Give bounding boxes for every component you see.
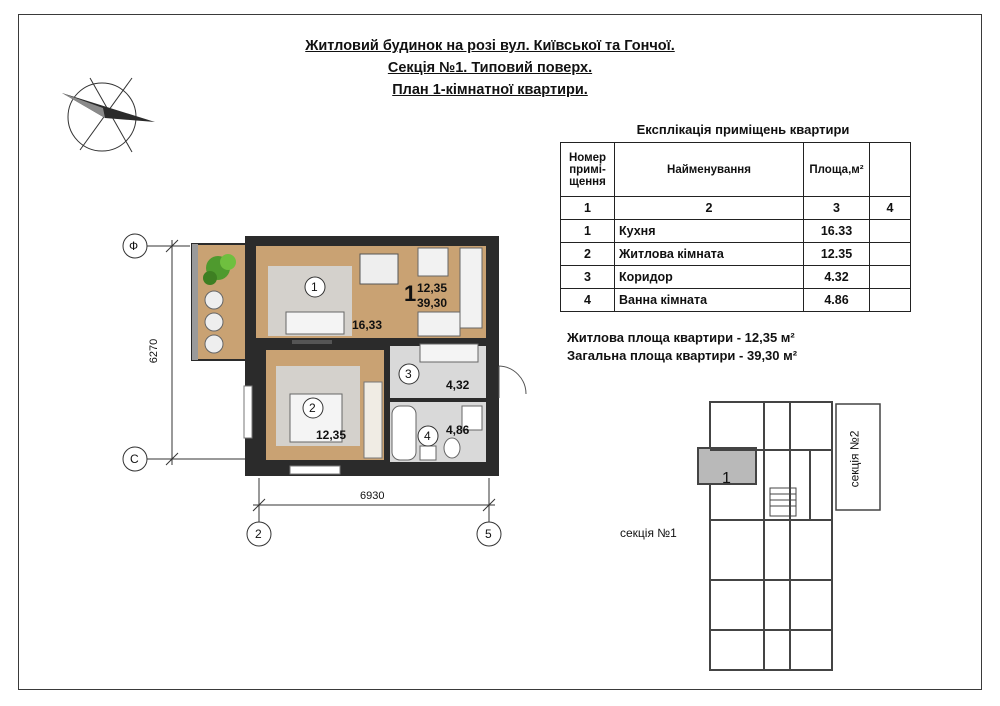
colnum-1: 1 [561, 197, 615, 220]
table-row [561, 197, 911, 220]
row-area: 12.35 [804, 243, 870, 266]
axis-c-label: С [130, 452, 139, 466]
header-extra [870, 143, 911, 197]
keyplan-section2-label: секція №2 [847, 430, 862, 488]
colnum-4: 4 [870, 197, 911, 220]
axis-5-label: 5 [485, 527, 492, 541]
table-row [561, 243, 911, 266]
title-line-3: План 1-кімнатної квартири. [392, 82, 588, 98]
row-name: Ванна кімната [615, 289, 804, 312]
row-number: 3 [561, 266, 615, 289]
title-line-1: Житловий будинок на розі вул. Київської та Гончої. [305, 38, 675, 54]
row-area: 16.33 [804, 220, 870, 243]
apartment-living-area: 12,35 [417, 281, 448, 295]
room-2-area: 12,35 [316, 428, 347, 442]
room-4-area: 4,86 [446, 423, 470, 437]
room-1-area: 16,33 [352, 318, 383, 332]
header-number: Номер примі-щення [561, 143, 615, 197]
table-row [561, 266, 911, 289]
header-area: Площа,м² [804, 143, 870, 197]
living-area-summary: Житлова площа квартири - 12,35 м² [567, 330, 795, 345]
dim-horizontal: 6930 [360, 490, 385, 502]
keyplan-section1-label: секція №1 [620, 526, 677, 540]
table-row [561, 289, 911, 312]
room-2-number: 2 [309, 401, 316, 415]
dim-vertical: 6270 [148, 338, 161, 364]
explication-table [560, 142, 911, 312]
row-extra [870, 220, 911, 243]
room-1-number: 1 [311, 280, 318, 294]
row-area: 4.86 [804, 289, 870, 312]
colnum-2: 2 [615, 197, 804, 220]
row-extra [870, 289, 911, 312]
row-number: 4 [561, 289, 615, 312]
title-line-2: Секція №1. Типовий поверх. [387, 60, 593, 76]
header-name: Найменування [615, 143, 804, 197]
row-number: 2 [561, 243, 615, 266]
total-area-summary: Загальна площа квартири - 39,30 м² [567, 348, 798, 363]
room-4-number: 4 [424, 429, 431, 443]
keyplan-apartment-mark: 1 [722, 470, 731, 487]
table-header-row [561, 143, 911, 197]
room-3-number: 3 [405, 367, 412, 381]
row-name: Житлова кімната [615, 243, 804, 266]
row-area: 4.32 [804, 266, 870, 289]
row-extra [870, 266, 911, 289]
table-row [561, 220, 911, 243]
colnum-3: 3 [804, 197, 870, 220]
apartment-total-area: 39,30 [417, 296, 448, 310]
explication-title: Експлікація приміщень квартири [636, 122, 850, 137]
apartment-plan [192, 236, 526, 476]
room-3-area: 4,32 [446, 378, 470, 392]
row-number: 1 [561, 220, 615, 243]
apartment-number: 1 [404, 281, 417, 306]
row-extra [870, 243, 911, 266]
north-arrow-icon [62, 78, 155, 152]
row-name: Кухня [615, 220, 804, 243]
axis-f-label: Ф [129, 239, 139, 253]
axis-2-label: 2 [255, 527, 262, 541]
row-name: Коридор [615, 266, 804, 289]
